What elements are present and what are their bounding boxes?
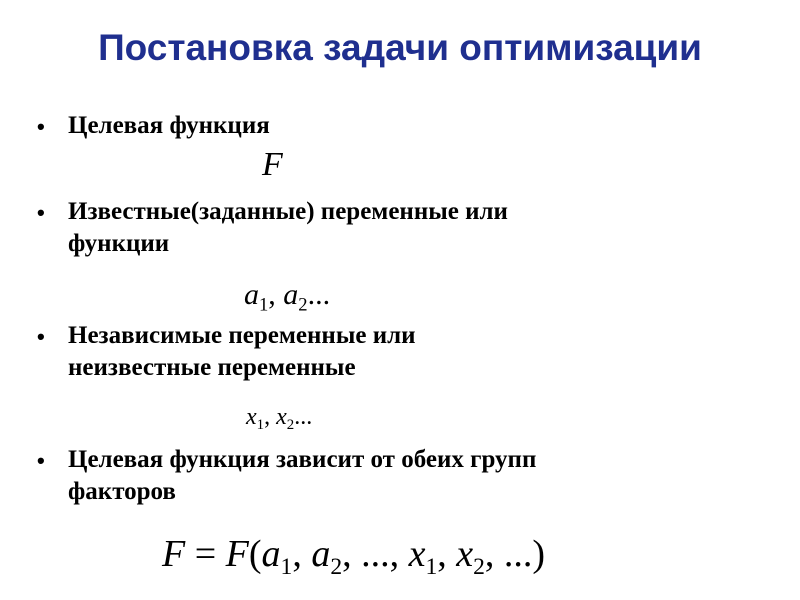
formula-open-paren: ( <box>248 533 262 575</box>
formula-separator: , <box>264 404 277 430</box>
formula-ellipsis: ... <box>307 278 331 311</box>
formula-close-paren: ) <box>532 533 546 575</box>
formula-comma: , <box>292 533 312 575</box>
formula-subscript: 1 <box>259 294 269 316</box>
formula-known-variables <box>244 278 331 316</box>
slide-title: Постановка задачи оптимизации <box>98 27 702 68</box>
formula-separator: , <box>268 278 284 311</box>
formula-subscript: 2 <box>473 554 485 581</box>
bullet-text-line2: неизвестные переменные <box>68 354 356 381</box>
formula-ellipsis: ... <box>294 404 313 430</box>
formula-comma: , <box>389 533 409 575</box>
formula-symbol: F <box>262 146 283 183</box>
bullet-known-variables <box>68 196 758 260</box>
bullet-text-line2: функции <box>68 230 170 257</box>
bullet-text-line1: Целевая функция зависит от обеих групп <box>68 446 537 473</box>
formula-var: x <box>456 533 474 575</box>
formula-subscript: 1 <box>256 417 265 434</box>
formula-equals: = <box>185 533 226 575</box>
bullet-objective-function <box>68 110 758 142</box>
formula-lhs: F <box>162 533 186 575</box>
formula-subscript: 2 <box>298 294 308 316</box>
formula-ellipsis: ... <box>503 533 533 575</box>
formula-var: a <box>283 278 299 311</box>
formula-ellipsis: ... <box>361 533 390 575</box>
formula-subscript: 1 <box>425 554 438 581</box>
formula-dependency <box>162 532 546 581</box>
bullet-text: Целевая функция <box>68 112 270 139</box>
bullet-marker: • <box>37 200 45 225</box>
formula-var: a <box>311 533 331 575</box>
bullet-unknown-variables <box>68 320 758 384</box>
formula-var: x <box>276 404 287 430</box>
formula-unknown-variables <box>246 404 313 434</box>
bullet-marker: • <box>37 114 45 139</box>
bullet-marker: • <box>37 324 45 349</box>
formula-subscript: 2 <box>330 554 343 581</box>
formula-var: a <box>244 278 259 311</box>
formula-var: x <box>408 533 426 575</box>
formula-comma: , <box>484 533 504 575</box>
bullet-text-line1: Независимые переменные или <box>68 322 416 349</box>
bullet-text-line2: факторов <box>68 478 176 505</box>
formula-comma: , <box>437 533 457 575</box>
bullet-dependency <box>68 444 758 508</box>
formula-var: x <box>246 404 257 430</box>
bullet-marker: • <box>37 448 45 473</box>
formula-var: a <box>261 533 281 575</box>
formula-subscript: 2 <box>286 417 295 434</box>
formula-subscript: 1 <box>280 554 293 581</box>
formula-objective <box>262 146 283 184</box>
formula-function: F <box>225 533 249 575</box>
formula-comma: , <box>342 533 362 575</box>
bullet-text-line1: Известные(заданные) переменные или <box>68 198 508 225</box>
